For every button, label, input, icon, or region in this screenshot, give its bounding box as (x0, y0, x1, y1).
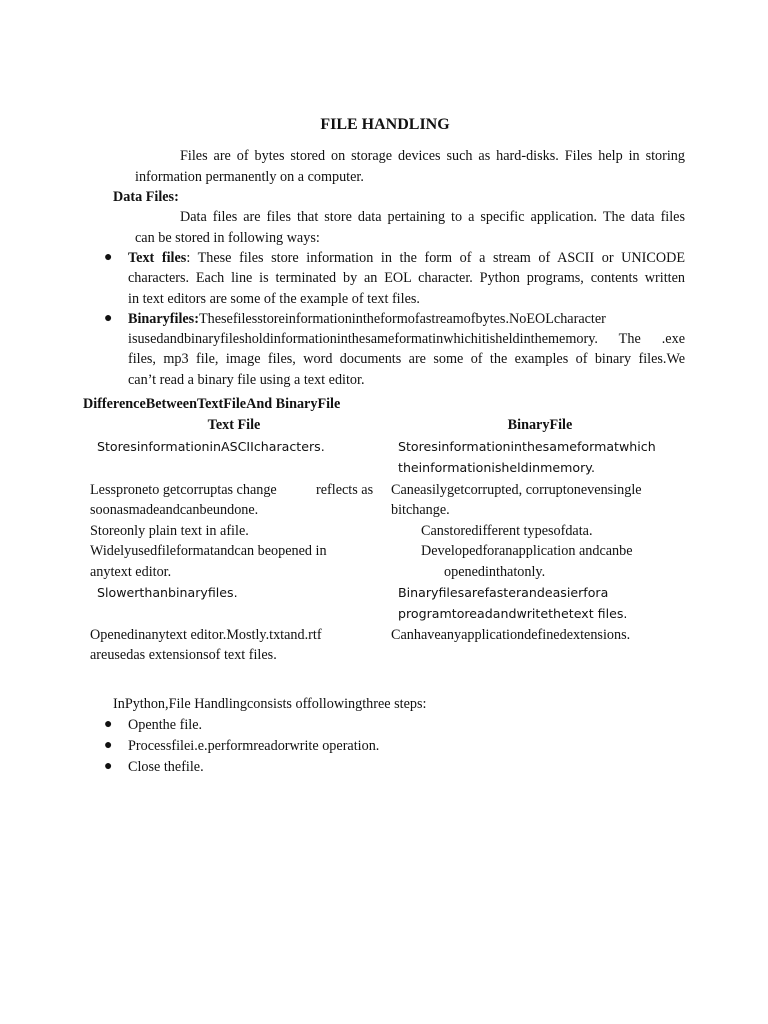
binary-cell-row-5-line-1: Binaryfilesarefasterandeasierfora (398, 585, 609, 600)
text-files-line-2: characters. Each line is terminated by an EOL character. Python programs, contents written (128, 270, 685, 286)
step-item-3: Close thefile. (128, 759, 204, 775)
text-cell-row-5: Slowerthanbinaryfiles. (97, 585, 238, 600)
binary-cell-row-6: Canhaveanyapplicationdefinedextensions. (391, 627, 631, 643)
text-cell-row-6-line-1: Openedinanytext editor.Mostly.txtand.rtf (90, 627, 322, 643)
text-files-line-3: in text editors are some of the example of text files. (128, 291, 420, 307)
data-files-heading: Data Files: (113, 189, 179, 205)
binary-cell-row-4-line-2: openedinthatonly. (444, 564, 546, 580)
binary-cell-row-1-line-2: theinformationisheldinmemory. (398, 460, 595, 475)
binary-cell-row-2-line-1: Caneasilygetcorrupted, corruptonevensingle (391, 482, 642, 498)
bullet-icon: ● (104, 738, 113, 753)
intro-line-2: information permanently on a computer. (135, 169, 364, 185)
data-files-line-1: Data files are files that store data pertaining to a specific application. The data files (180, 209, 685, 225)
step-item-1: Openthe file. (128, 717, 203, 733)
text-cell-row-2-part-a: Lessproneto getcorruptas change (90, 482, 277, 498)
binary-cell-row-5-line-2: programtoreadandwritethetext files. (398, 606, 628, 621)
bullet-icon: ● (104, 717, 113, 732)
binary-cell-row-3: Canstoredifferent typesofdata. (421, 523, 593, 539)
column-header-binary-file: BinaryFile (507, 417, 573, 433)
binary-cell-row-1-line-1: Storesinformationinthesameformatwhich (398, 439, 656, 454)
text-cell-row-2-line-2: soonasmadeandcanbeundone. (90, 502, 259, 518)
column-header-text-file: Text File (207, 417, 261, 433)
bullet-icon: ● (104, 311, 113, 326)
bullet-icon: ● (104, 759, 113, 774)
data-files-line-2: can be stored in following ways: (135, 230, 320, 246)
text-cell-row-1: StoresinformationinASCIIcharacters. (97, 439, 325, 454)
text-files-desc: : These files store information in the form of a stream of ASCII or UNICODE (186, 250, 685, 266)
text-cell-row-3: Storeonly plain text in afile. (90, 523, 249, 539)
binary-cell-row-4-line-1: Developedforanapplication andcanbe (421, 543, 633, 559)
step-item-2: Processfilei.e.performreadorwrite operation. (128, 738, 380, 754)
bullet-icon: ● (104, 250, 113, 265)
binary-files-line-1 (128, 309, 606, 330)
text-cell-row-2-part-b: reflects as (316, 482, 374, 498)
difference-heading: DifferenceBetweenTextFileAnd BinaryFile (83, 396, 341, 412)
binary-cell-row-2-line-2: bitchange. (391, 502, 450, 518)
text-cell-row-6-line-2: areusedas extensionsof text files. (90, 647, 277, 663)
steps-intro: InPython,File Handlingconsists offollowingthree steps: (113, 696, 427, 712)
binary-files-line-3: files, mp3 file, image files, word documents are some of the examples of binary files.We (128, 351, 685, 367)
intro-line-1: Files are of bytes stored on storage devices such as hard-disks. Files help in storing (180, 148, 685, 164)
text-cell-row-4-line-2: anytext editor. (90, 564, 172, 580)
binary-files-line-4: can’t read a binary file using a text editor. (128, 372, 365, 388)
binary-files-desc: Thesefilesstoreinformationintheformofastreamofbytes.NoEOLcharacter (198, 311, 606, 327)
text-cell-row-2-line-1 (90, 480, 374, 501)
binary-files-line-2: isusedandbinaryfilesholdinformationinthesameformatinwhichitisheldinthememory. The .exe (128, 331, 685, 347)
text-files-term: Text files (128, 250, 187, 266)
binary-files-term: Binaryfiles: (128, 311, 199, 327)
text-files-line-1 (128, 248, 685, 269)
text-cell-row-4-line-1: Widelyusedfileformatandcan beopened in (90, 543, 327, 559)
page-title: FILE HANDLING (320, 116, 450, 133)
